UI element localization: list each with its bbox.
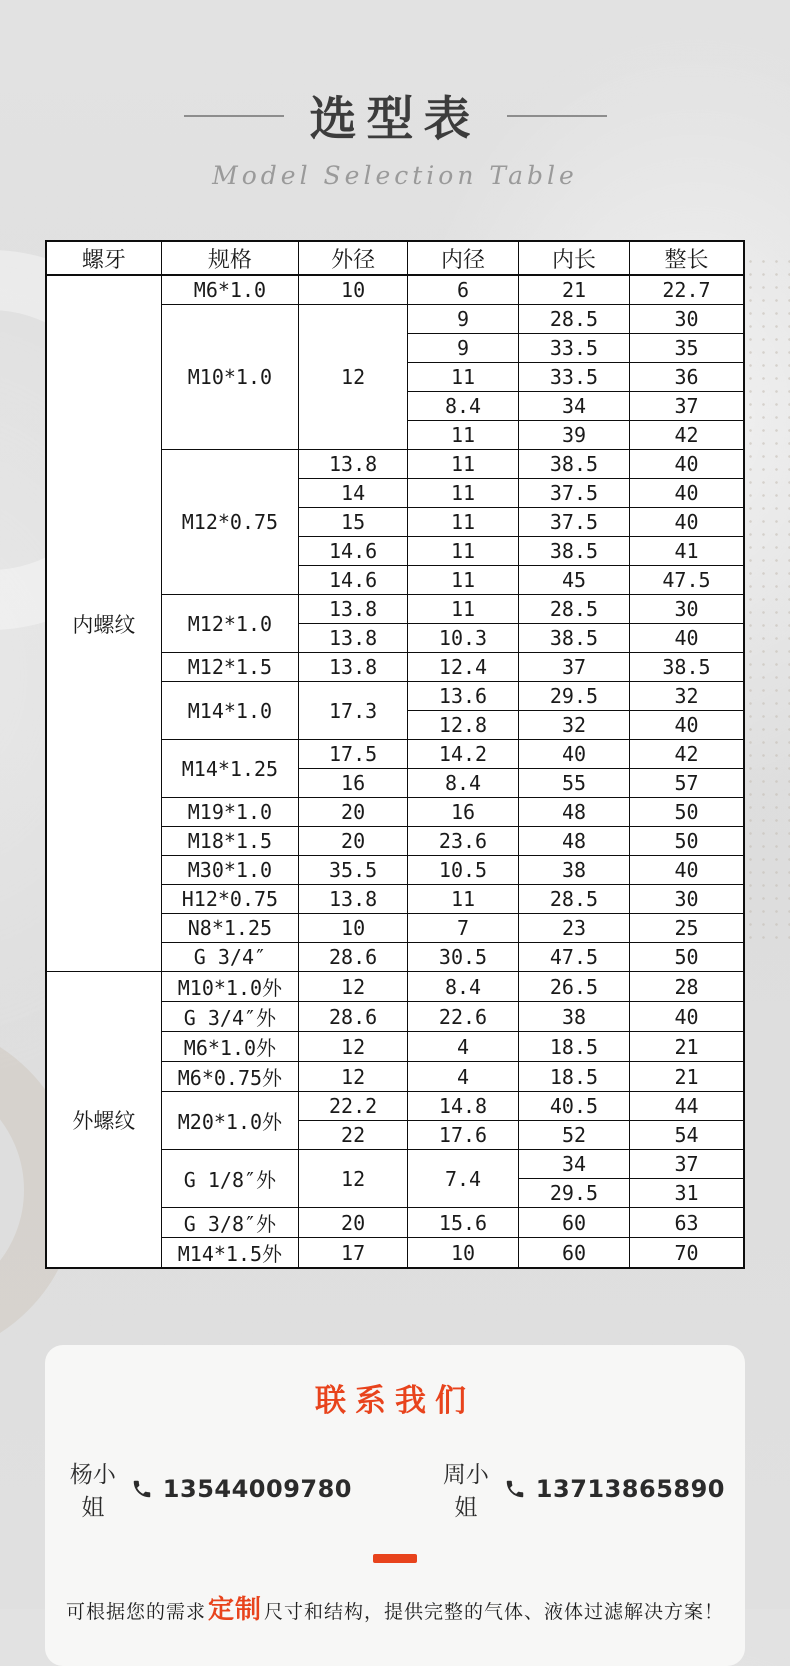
dim-cell: 9: [408, 334, 519, 363]
dim-cell: 40.5: [519, 1092, 630, 1121]
spec-cell: M19*1.0: [161, 798, 299, 827]
dim-cell: 12.8: [408, 711, 519, 740]
spec-cell: M6*1.0外: [161, 1032, 299, 1062]
dim-cell: 38.5: [519, 537, 630, 566]
dim-cell: 11: [408, 479, 519, 508]
dim-cell: 18.5: [519, 1062, 630, 1092]
dim-cell: 37: [629, 392, 744, 421]
shared-dim-cell: 12: [299, 305, 408, 450]
title-left-rule: [184, 115, 284, 117]
dim-cell: 47.5: [629, 566, 744, 595]
dim-cell: 28.6: [299, 1002, 408, 1032]
dim-cell: 28.5: [519, 595, 630, 624]
dim-cell: 22: [299, 1121, 408, 1150]
contact-phone: 13544009780: [162, 1475, 352, 1503]
dim-cell: 52: [519, 1121, 630, 1150]
dim-cell: 6: [408, 275, 519, 305]
spec-cell: G 3/4″外: [161, 1002, 299, 1032]
spec-cell: M30*1.0: [161, 856, 299, 885]
dim-cell: 37.5: [519, 479, 630, 508]
dim-cell: 50: [629, 827, 744, 856]
dim-cell: 21: [519, 275, 630, 305]
column-header: 内径: [408, 241, 519, 275]
dim-cell: 33.5: [519, 363, 630, 392]
spec-cell: M14*1.0: [161, 682, 299, 740]
dim-cell: 40: [629, 711, 744, 740]
model-table: [45, 240, 745, 1269]
dim-cell: 31: [629, 1179, 744, 1208]
dim-cell: 55: [519, 769, 630, 798]
dim-cell: 12: [299, 1032, 408, 1062]
dim-cell: 42: [629, 421, 744, 450]
dim-cell: 42: [629, 740, 744, 769]
model-table-header: [46, 241, 744, 275]
dim-cell: 28: [629, 972, 744, 1002]
column-header: 规格: [161, 241, 299, 275]
dim-cell: 10.5: [408, 856, 519, 885]
dim-cell: 10: [299, 275, 408, 305]
dim-cell: 60: [519, 1238, 630, 1269]
spec-cell: N8*1.25: [161, 914, 299, 943]
spec-cell: M18*1.5: [161, 827, 299, 856]
spec-cell: G 3/4″: [161, 943, 299, 972]
dim-cell: 40: [629, 508, 744, 537]
dim-cell: 10: [299, 914, 408, 943]
shared-dim-cell: 7.4: [408, 1150, 519, 1208]
dim-cell: 63: [629, 1208, 744, 1238]
dim-cell: 40: [629, 624, 744, 653]
dim-cell: 34: [519, 392, 630, 421]
dim-cell: 33.5: [519, 334, 630, 363]
contact-name: 杨小姐: [69, 1462, 116, 1521]
column-header: 螺牙: [46, 241, 161, 275]
dim-cell: 40: [629, 450, 744, 479]
spec-cell: M14*1.25: [161, 740, 299, 798]
dim-cell: 11: [408, 450, 519, 479]
dim-cell: 20: [299, 827, 408, 856]
dim-cell: 9: [408, 305, 519, 334]
contact-name: 周小姐: [442, 1462, 489, 1521]
dim-cell: 11: [408, 421, 519, 450]
dim-cell: 48: [519, 827, 630, 856]
dim-cell: 40: [629, 856, 744, 885]
dim-cell: 14.2: [408, 740, 519, 769]
spec-cell: M6*0.75外: [161, 1062, 299, 1092]
dim-cell: 40: [629, 1002, 744, 1032]
spec-cell: M12*1.5: [161, 653, 299, 682]
dim-cell: 16: [408, 798, 519, 827]
dim-cell: 16: [299, 769, 408, 798]
dim-cell: 13.6: [408, 682, 519, 711]
dim-cell: 12: [299, 972, 408, 1002]
dim-cell: 11: [408, 566, 519, 595]
note-prefix: 可根据您的需求: [65, 1601, 206, 1623]
dim-cell: 60: [519, 1208, 630, 1238]
table-row: [46, 275, 744, 305]
note-suffix: 尺寸和结构，提供完整的气体、液体过滤解决方案！: [264, 1601, 725, 1623]
thread-type-cell: 外螺纹: [46, 972, 161, 1269]
dim-cell: 22.2: [299, 1092, 408, 1121]
dim-cell: 14.6: [299, 566, 408, 595]
spec-cell: G 3/8″外: [161, 1208, 299, 1238]
dim-cell: 13.8: [299, 450, 408, 479]
dim-cell: 40: [519, 740, 630, 769]
title-right-rule: [507, 115, 607, 117]
dim-cell: 10: [408, 1238, 519, 1269]
dim-cell: 38: [519, 856, 630, 885]
dim-cell: 28.5: [519, 885, 630, 914]
page-header: [0, 0, 790, 190]
phone-icon: [131, 1478, 153, 1500]
dim-cell: 35.5: [299, 856, 408, 885]
shared-dim-cell: 12: [299, 1150, 408, 1208]
dim-cell: 17: [299, 1238, 408, 1269]
page-subtitle: Model Selection Table: [212, 161, 578, 190]
dim-cell: 15.6: [408, 1208, 519, 1238]
note-highlight-customize: 定制: [207, 1595, 262, 1625]
dim-cell: 11: [408, 885, 519, 914]
dim-cell: 14.6: [299, 537, 408, 566]
dim-cell: 70: [629, 1238, 744, 1269]
column-header: 整长: [629, 241, 744, 275]
custom-note: [65, 1589, 725, 1626]
dim-cell: 13.8: [299, 885, 408, 914]
contact-row: [65, 1456, 725, 1522]
dim-cell: 8.4: [408, 392, 519, 421]
dim-cell: 50: [629, 943, 744, 972]
shared-dim-cell: 17.3: [299, 682, 408, 740]
dim-cell: 29.5: [519, 1179, 630, 1208]
spec-cell: H12*0.75: [161, 885, 299, 914]
dim-cell: 35: [629, 334, 744, 363]
header-row: [46, 241, 744, 275]
column-header: 外径: [299, 241, 408, 275]
dim-cell: 50: [629, 798, 744, 827]
dim-cell: 37: [629, 1150, 744, 1179]
dim-cell: 20: [299, 798, 408, 827]
page-title: 选型表: [309, 92, 481, 147]
dim-cell: 28.5: [519, 305, 630, 334]
dim-cell: 11: [408, 363, 519, 392]
dim-cell: 20: [299, 1208, 408, 1238]
dim-cell: 48: [519, 798, 630, 827]
spec-cell: M10*1.0: [161, 305, 299, 450]
dim-cell: 17.6: [408, 1121, 519, 1150]
dim-cell: 11: [408, 595, 519, 624]
spec-cell: G 1/8″外: [161, 1150, 299, 1208]
dim-cell: 12: [299, 1062, 408, 1092]
dim-cell: 32: [519, 711, 630, 740]
dim-cell: 54: [629, 1121, 744, 1150]
dim-cell: 17.5: [299, 740, 408, 769]
dim-cell: 39: [519, 421, 630, 450]
contact-card: [45, 1345, 745, 1666]
contact-phone: 13713865890: [535, 1475, 725, 1503]
dim-cell: 37: [519, 653, 630, 682]
dim-cell: 11: [408, 508, 519, 537]
table-row: [46, 972, 744, 1002]
dim-cell: 29.5: [519, 682, 630, 711]
contact-person: [65, 1456, 352, 1522]
dim-cell: 30: [629, 305, 744, 334]
dim-cell: 7: [408, 914, 519, 943]
spec-cell: M6*1.0: [161, 275, 299, 305]
dim-cell: 44: [629, 1092, 744, 1121]
dim-cell: 22.6: [408, 1002, 519, 1032]
dim-cell: 21: [629, 1062, 744, 1092]
dim-cell: 40: [629, 479, 744, 508]
dim-cell: 41: [629, 537, 744, 566]
dim-cell: 23.6: [408, 827, 519, 856]
dim-cell: 14: [299, 479, 408, 508]
dim-cell: 26.5: [519, 972, 630, 1002]
red-divider: [373, 1554, 417, 1563]
contact-person: [438, 1456, 725, 1522]
spec-cell: M14*1.5外: [161, 1238, 299, 1269]
dim-cell: 8.4: [408, 972, 519, 1002]
dim-cell: 23: [519, 914, 630, 943]
dim-cell: 28.6: [299, 943, 408, 972]
dim-cell: 21: [629, 1032, 744, 1062]
model-table-body: [46, 275, 744, 1268]
dim-cell: 13.8: [299, 595, 408, 624]
dim-cell: 34: [519, 1150, 630, 1179]
thread-type-cell: 内螺纹: [46, 275, 161, 972]
dim-cell: 38: [519, 1002, 630, 1032]
dim-cell: 13.8: [299, 624, 408, 653]
phone-icon: [504, 1478, 526, 1500]
dim-cell: 47.5: [519, 943, 630, 972]
dim-cell: 36: [629, 363, 744, 392]
dim-cell: 13.8: [299, 653, 408, 682]
dim-cell: 4: [408, 1062, 519, 1092]
dim-cell: 45: [519, 566, 630, 595]
dim-cell: 38.5: [519, 624, 630, 653]
dim-cell: 22.7: [629, 275, 744, 305]
dim-cell: 38.5: [629, 653, 744, 682]
spec-cell: M12*1.0: [161, 595, 299, 653]
dim-cell: 30: [629, 595, 744, 624]
spec-cell: M10*1.0外: [161, 972, 299, 1002]
dim-cell: 38.5: [519, 450, 630, 479]
dim-cell: 57: [629, 769, 744, 798]
dim-cell: 37.5: [519, 508, 630, 537]
dim-cell: 25: [629, 914, 744, 943]
dim-cell: 11: [408, 537, 519, 566]
dim-cell: 15: [299, 508, 408, 537]
dim-cell: 32: [629, 682, 744, 711]
spec-cell: M20*1.0外: [161, 1092, 299, 1150]
dim-cell: 14.8: [408, 1092, 519, 1121]
dim-cell: 12.4: [408, 653, 519, 682]
dim-cell: 10.3: [408, 624, 519, 653]
dim-cell: 30: [629, 885, 744, 914]
dim-cell: 4: [408, 1032, 519, 1062]
contact-title: 联系我们: [315, 1383, 475, 1419]
spec-cell: M12*0.75: [161, 450, 299, 595]
column-header: 内长: [519, 241, 630, 275]
dim-cell: 8.4: [408, 769, 519, 798]
dim-cell: 18.5: [519, 1032, 630, 1062]
dim-cell: 30.5: [408, 943, 519, 972]
